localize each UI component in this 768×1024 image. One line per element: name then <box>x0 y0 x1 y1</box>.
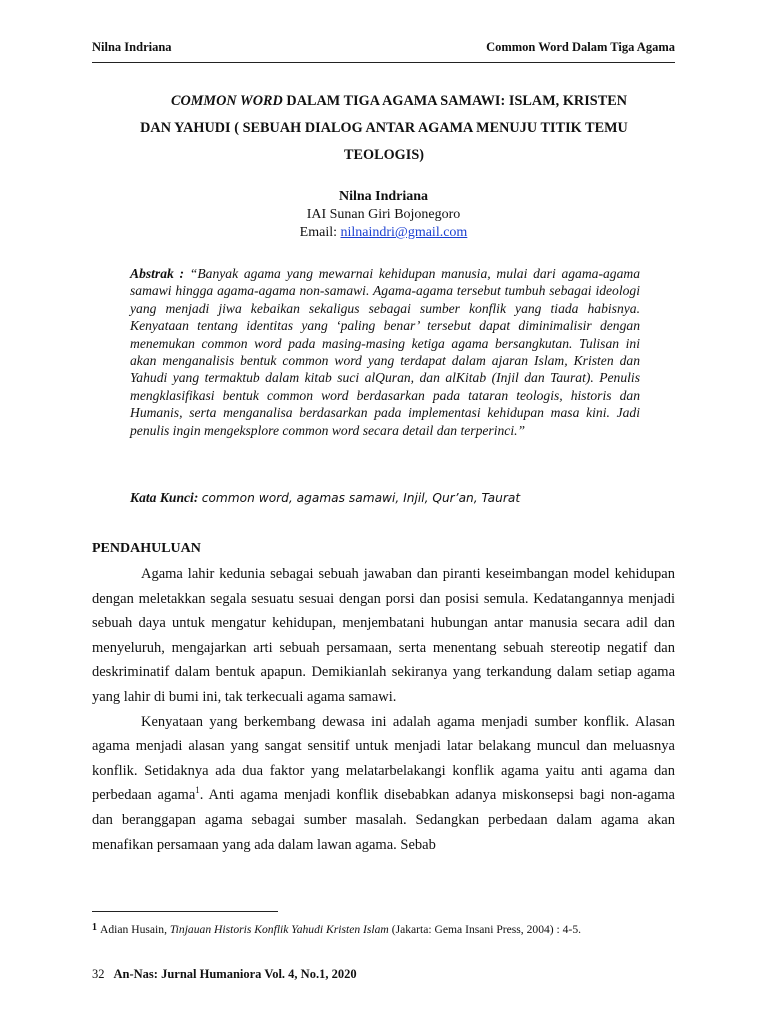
keywords-text: common word, agamas samawi, Injil, Qur’an, Taurat <box>201 491 521 505</box>
footnote-author: Adian Husain, <box>100 923 170 936</box>
title-italic: COMMON WORD <box>170 93 283 109</box>
author-name: Nilna Indriana <box>338 189 429 204</box>
title-line-1 <box>100 88 668 115</box>
title-line-1-rest: DALAM TIGA AGAMA SAMAWI: ISLAM, KRISTEN <box>282 93 628 109</box>
author-block <box>92 188 675 242</box>
abstract-text: “Banyak agama yang mewarnai kehidupan manusia, mulai dari agama-agama samawi hingga agama-agama non-samawi. Agama-agama tersebut tumbuh sebagai ideologi yang menjadi jiwa kebaikan sekaligus sebagai sumber konflik yang tiada habisnya. Kenyataan tentang identitas yang ‘paling benar’ tersebut dapat diminimalisir dengan menemukan common word pada masing-masing ketiga agama bersangkutan. Tulisan ini akan menganalisis bentuk common word yang terdapat dalam ajaran Islam, Kristen dan Yahudi yang termaktub dalam kitab suci alQuran, dan alKitab (Injil dan Taurat). Penulis mengklasifikasi bentuk common word berdasarkan pada tataran teologis, historis dan Humanis, serta menganalisa berdasarkan pada implementasi kehidupan masa kini. Jadi penulis ingin mengeksplore common word secara detail dan terperinci.” <box>130 266 640 438</box>
author-affiliation: IAI Sunan Giri Bojonegoro <box>306 207 461 222</box>
footnote-rule <box>92 911 278 912</box>
title-line-3: TEOLOGIS) <box>343 147 425 163</box>
footnote <box>92 920 675 937</box>
running-header <box>92 40 675 55</box>
footnote-publication: (Jakarta: Gema Insani Press, 2004) : 4-5. <box>388 923 582 936</box>
footnote-ref[interactable]: 1 <box>195 785 200 796</box>
header-rule <box>92 62 675 63</box>
paragraph-2-start: Kenyataan yang berkembang dewasa ini adalah agama menjadi sumber konflik. Alasan agama menjadi alasan yang sangat sensitif untuk menjadi latar belakang muncul dan meluasnya konflik. Setidaknya ada dua faktor yang melatarbelakangi konflik agama yaitu anti agama dan perbedaan agama <box>92 713 675 804</box>
header-author: Nilna Indriana <box>92 40 172 54</box>
page-number: 32 <box>92 967 105 981</box>
paragraph-2-end: . Anti agama menjadi konflik disebabkan adanya miskonsepsi bagi non-agama dan beranggapan agama sebagai sumber masalah. Sedangkan perbedaan dalam agama akan menafikan persamaan yang ada dalam lawan agama. Sebab <box>92 787 675 853</box>
title-line-2: DAN YAHUDI ( SEBUAH DIALOG ANTAR AGAMA MENUJU TITIK TEMU <box>140 120 628 136</box>
footnote-number: 1 <box>92 922 97 933</box>
author-email-line <box>92 224 675 242</box>
paragraph-1: Agama lahir kedunia sebagai sebuah jawaban dan piranti keseimbangan model kehidupan dengan meletakkan segala sesuatu sesuai dengan porsi dan posisi semula. Kedatangannya menjadi sebuah daya untuk mengatur kehidupan, menjembatani hubungan antar manusia secara adil dan menyeluruh, mengajarkan arti sebuah persamaan, serta menentang sebuah stereotip negatif dan deskriminatif dalam bentuk apapun. Demikianlah sekiranya yang terkandung dalam setiap agama yang lahir di bumi ini, tak terkecuali agama samawi. <box>92 566 675 705</box>
header-short-title: Common Word Dalam Tiga Agama <box>486 40 675 54</box>
body-text <box>92 562 675 857</box>
email-link[interactable]: nilnaindri@gmail.com <box>340 225 468 240</box>
page-footer <box>92 967 675 982</box>
keywords-label: Kata Kunci: <box>130 490 202 505</box>
paper-title <box>100 88 668 169</box>
email-label: Email: <box>299 225 341 240</box>
abstract-label: Abstrak : <box>130 266 190 281</box>
footnote-title: Tinjauan Historis Konflik Yahudi Kristen Islam <box>169 923 389 936</box>
journal-citation: An-Nas: Jurnal Humaniora Vol. 4, No.1, 2020 <box>113 967 357 981</box>
keywords <box>130 489 650 507</box>
section-heading: PENDAHULUAN <box>92 541 201 556</box>
paragraph-2 <box>92 710 675 858</box>
abstract <box>130 265 640 439</box>
